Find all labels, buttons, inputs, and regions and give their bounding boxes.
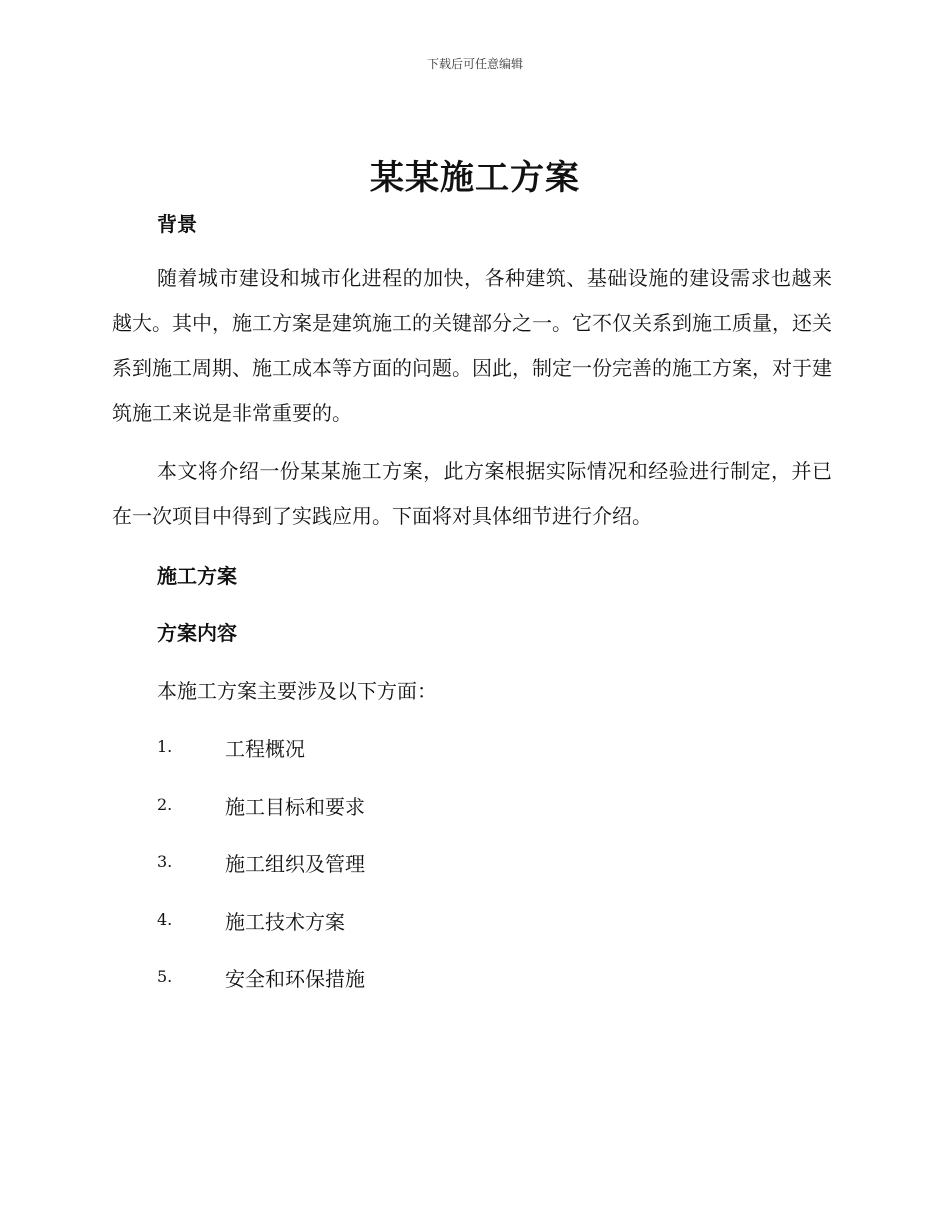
section-heading-background: 背景 — [157, 212, 197, 236]
list-item — [157, 791, 365, 849]
plan-intro-text: 本施工方案主要涉及以下方面： — [157, 679, 437, 703]
list-item-number: 4. — [157, 909, 173, 929]
list-item-text: 施工技术方案 — [225, 909, 345, 934]
list-item-number: 5. — [157, 967, 173, 986]
header-note: 下载后可任意编辑 — [426, 57, 523, 71]
list-item — [157, 963, 365, 1021]
document-title: 某某施工方案 — [370, 158, 580, 198]
list-item — [157, 906, 365, 964]
list-item-number: 2. — [157, 794, 173, 814]
list-item-text: 安全和环保措施 — [225, 967, 365, 991]
list-item-text: 施工目标和要求 — [225, 794, 365, 819]
section-heading-plan: 施工方案 — [157, 564, 237, 588]
list-item-text: 工程概况 — [225, 737, 305, 761]
list-item-number: 1. — [157, 737, 173, 756]
list-item-text: 施工组织及管理 — [225, 852, 365, 876]
subheading-plan-content: 方案内容 — [157, 621, 237, 645]
background-paragraph-1: 随着城市建设和城市化进程的加快，各种建筑、基础设施的建设需求也越来越大。其中，施工方案是建筑施工的关键部分之一。它不仅关系到施工质量，还关系到施工周期、施工成本等方面的问题。因此，制定一份完善的施工方案，对于建筑施工来说是非常重要的。 — [112, 266, 832, 425]
background-paragraph-2: 本文将介绍一份某某施工方案，此方案根据实际情况和经验进行制定，并已在一次项目中得到了实践应用。下面将对具体细节进行介绍。 — [112, 459, 832, 528]
plan-item-list — [157, 733, 365, 1021]
list-item — [157, 848, 365, 906]
list-item-number: 3. — [157, 852, 173, 871]
list-item — [157, 733, 365, 791]
